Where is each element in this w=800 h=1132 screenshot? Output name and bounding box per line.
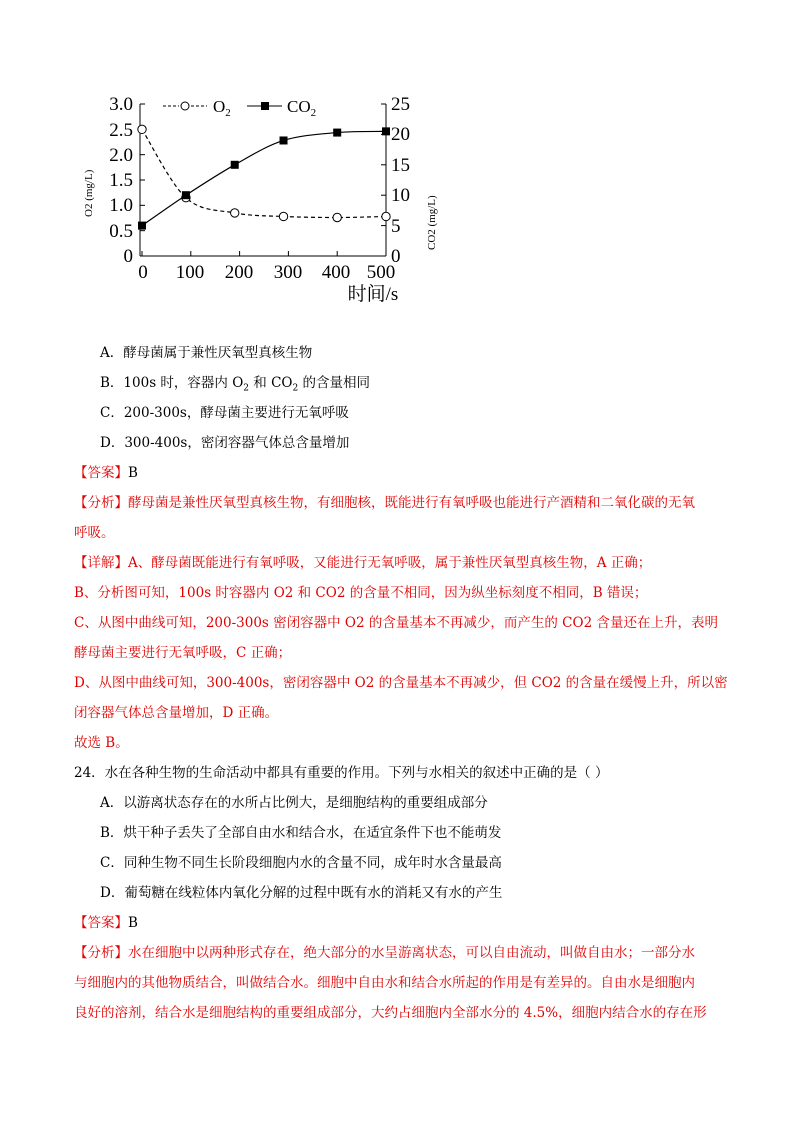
y-right-tick-label: 0 [391, 246, 401, 267]
y-left-axis-label: O2 (mg/L) [83, 169, 95, 217]
co2-data-point [231, 161, 239, 169]
y-right-tick-label: 10 [391, 185, 410, 206]
q24-answer: 【答案】B [74, 915, 138, 931]
q24-option-a: A．以游离状态存在的水所占比例大，是细胞结构的重要组成部分 [100, 795, 488, 811]
x-tick-label: 200 [224, 262, 254, 283]
q24-analysis-line1: 【分析】水在细胞中以两种形式存在，绝大部分的水呈游离状态，可以自由流动，叫做自由水；一部分水 [74, 945, 695, 961]
legend-o2-marker [181, 102, 189, 110]
o2-data-point [231, 209, 239, 217]
legend-co2-marker [261, 102, 269, 110]
x-tick-label: 0 [138, 262, 148, 283]
q24-option-c: C．同种生物不同生长阶段细胞内水的含量不同，成年时水含量最高 [100, 855, 502, 871]
co2-data-point [333, 129, 341, 137]
o2-data-point [138, 125, 146, 133]
o2-data-point [382, 212, 390, 220]
x-axis-label: 时间/s [347, 284, 399, 305]
q23-detail-a: 【详解】A、酵母菌既能进行有氧呼吸，又能进行无氧呼吸，属于兼性厌氧型真核生物，A 正确； [74, 555, 652, 571]
o2-data-point [279, 212, 287, 220]
q24-analysis-line3: 良好的溶剂，结合水是细胞结构的重要组成部分，大约占细胞内全部水分的 4.5%，细胞内结合水的存在形 [74, 1005, 707, 1021]
x-tick-label: 300 [273, 262, 303, 283]
co2-series-line [142, 131, 386, 225]
legend [163, 97, 316, 119]
q23-conclusion: 故选 B。 [74, 735, 129, 751]
q24-stem: 24．水在各种生物的生命活动中都具有重要的作用。下列与水相关的叙述中正确的是（ ） [74, 765, 609, 781]
q23-analysis-line1: 【分析】酵母菌是兼性厌氧型真核生物，有细胞核，既能进行有氧呼吸也能进行产酒精和二氧化碳的无氧 [74, 495, 695, 511]
y-left-tick-label: 0.5 [109, 221, 133, 242]
q24-option-b: B．烘干种子丢失了全部自由水和结合水，在适宜条件下也不能萌发 [100, 825, 502, 841]
q23-analysis-line2: 呼吸。 [74, 525, 115, 541]
q23-option-a: A．酵母菌属于兼性厌氧型真核生物 [100, 345, 313, 361]
q23-option-d: D．300-400s，密闭容器气体总含量增加 [100, 435, 350, 451]
y-right-axis-label: CO2 (mg/L) [426, 195, 438, 250]
y-left-tick-label: 3.0 [109, 94, 133, 115]
x-tick-label: 400 [321, 262, 351, 283]
q23-detail-d1: D、从图中曲线可知，300-400s，密闭容器中 O2 的含量基本不再减少，但 CO2 的含量在缓慢上升，所以密 [74, 675, 728, 691]
q23-detail-d2: 闭容器气体总含量增加，D 正确。 [74, 705, 279, 721]
o2-series-line [142, 129, 386, 217]
legend-co2-label: $CO_2$ [287, 97, 317, 119]
q23-answer: 【答案】B [74, 465, 138, 481]
y-left-tick-label: 2.5 [109, 120, 133, 141]
y-left-tick-label: 0 [123, 246, 133, 267]
legend-o2-label: $O_2$ [213, 97, 231, 119]
y-right-tick-label: 25 [391, 94, 410, 115]
q24-analysis-line2: 与细胞内的其他物质结合，叫做结合水。细胞中自由水和结合水所起的作用是有差异的。自由水是细胞内 [74, 975, 695, 991]
co2-data-point [182, 191, 190, 199]
y-left-tick-label: 1.0 [109, 195, 133, 216]
x-tick-label: 100 [175, 262, 205, 283]
y-right-tick-label: 20 [391, 124, 410, 145]
y-left-tick-label: 1.5 [109, 170, 133, 191]
q23-detail-b: B、分析图可知，100s 时容器内 O2 和 CO2 的含量不相同，因为纵坐标刻度不相同，B 错误； [74, 585, 648, 601]
co2-data-point [280, 136, 288, 144]
q23-option-c: C．200-300s，酵母菌主要进行无氧呼吸 [100, 405, 349, 421]
x-tick-label: 500 [366, 262, 396, 283]
o2-co2-chart [75, 90, 438, 308]
y-left-tick-label: 2.0 [109, 145, 133, 166]
q23-option-b: B．100s 时，容器内 $O_2$ 和 $CO_2$ 的含量相同 [100, 375, 371, 394]
q23-detail-c2: 酵母菌主要进行无氧呼吸，C 正确； [74, 645, 292, 661]
co2-data-point [138, 222, 146, 230]
q24-option-d: D．葡萄糖在线粒体内氧化分解的过程中既有水的消耗又有水的产生 [100, 885, 503, 901]
o2-data-point [333, 213, 341, 221]
y-right-tick-label: 5 [391, 216, 401, 237]
q23-detail-c1: C、从图中曲线可知，200-300s 密闭容器中 O2 的含量基本不再减少，而产生的 CO2 含量还在上升，表明 [74, 615, 718, 631]
co2-data-point [382, 127, 390, 135]
y-right-tick-label: 15 [391, 155, 410, 176]
